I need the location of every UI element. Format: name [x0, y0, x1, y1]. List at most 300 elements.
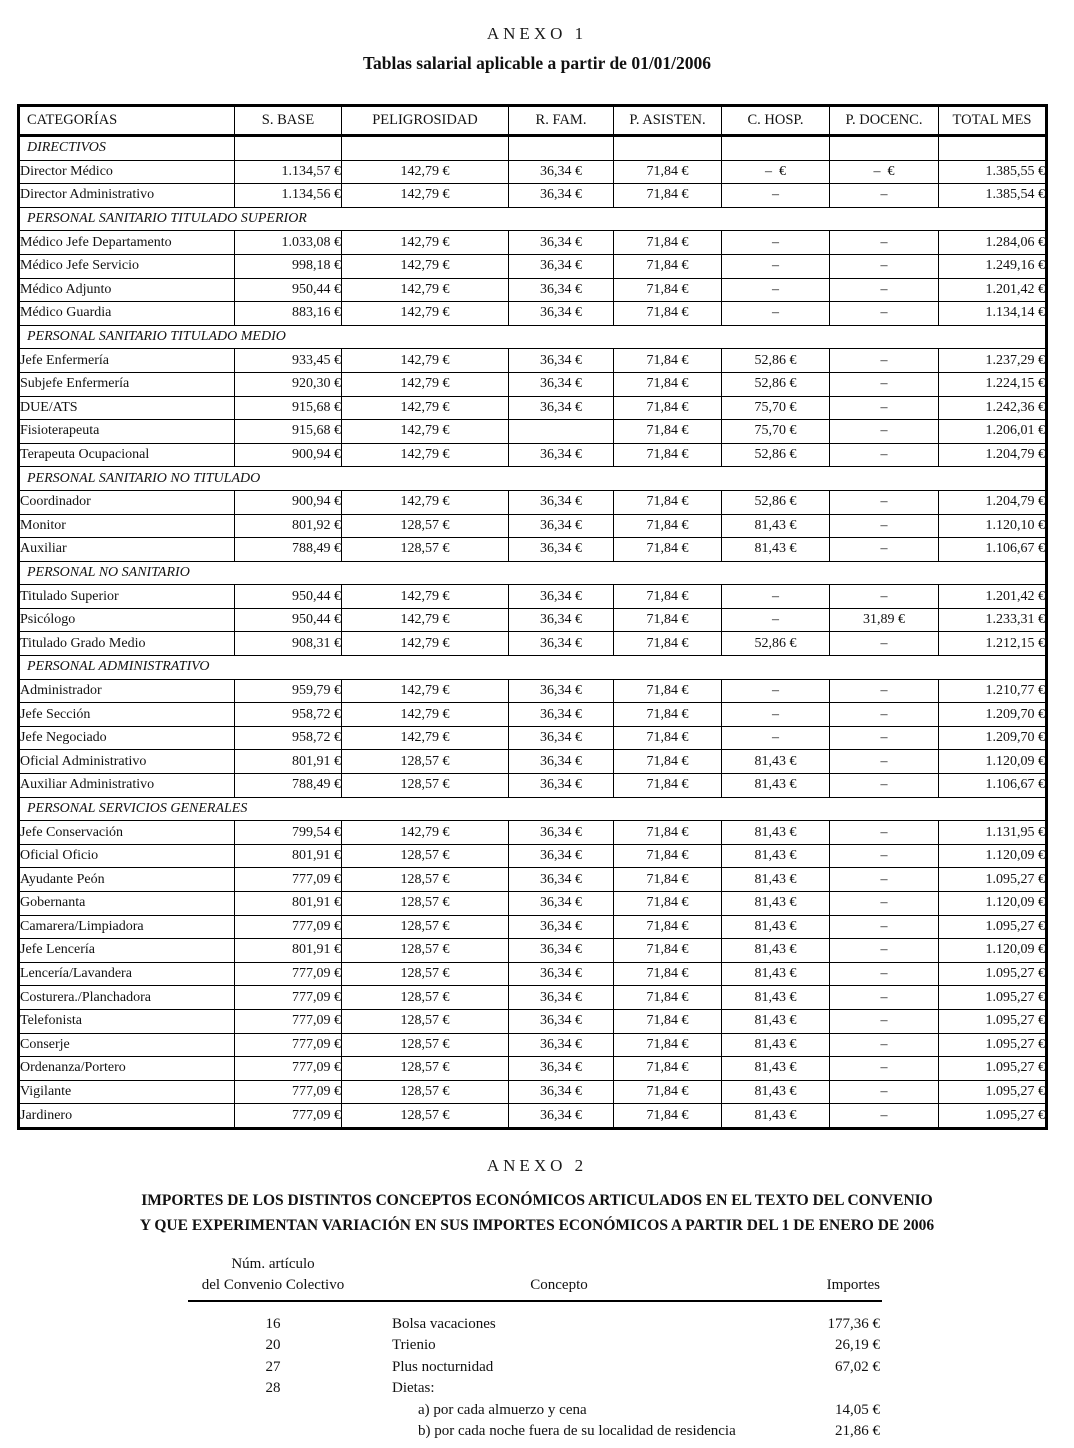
- col-header-total-mes: TOTAL MES: [939, 106, 1047, 136]
- section-header-row: [19, 656, 1047, 680]
- category-cell: Titulado Grado Medio: [19, 632, 235, 656]
- value-cell: – €: [722, 160, 830, 184]
- value-cell: 71,84 €: [614, 160, 722, 184]
- category-cell: Auxiliar Administrativo: [19, 774, 235, 798]
- value-cell: –: [830, 868, 939, 892]
- value-cell: 142,79 €: [342, 632, 509, 656]
- value-cell: –: [830, 231, 939, 255]
- value-cell: 142,79 €: [342, 278, 509, 302]
- value-cell: 36,34 €: [509, 538, 614, 562]
- section-header-row: [19, 136, 1047, 161]
- article-number: [188, 1421, 358, 1443]
- value-cell: 81,43 €: [722, 1080, 830, 1104]
- col-header-s-base: S. BASE: [235, 106, 342, 136]
- value-cell: –: [830, 703, 939, 727]
- salary-row: [19, 1057, 1047, 1081]
- value-cell: 71,84 €: [614, 632, 722, 656]
- value-cell: 36,34 €: [509, 632, 614, 656]
- value-cell: –: [830, 750, 939, 774]
- category-cell: Vigilante: [19, 1080, 235, 1104]
- section-header-row: [19, 467, 1047, 491]
- value-cell: 142,79 €: [342, 302, 509, 326]
- salary-row: [19, 821, 1047, 845]
- category-cell: Jefe Conservación: [19, 821, 235, 845]
- value-cell: 950,44 €: [235, 278, 342, 302]
- value-cell: 1.249,16 €: [939, 254, 1047, 278]
- value-cell: 1.131,95 €: [939, 821, 1047, 845]
- salary-row: [19, 443, 1047, 467]
- value-cell: 1.120,09 €: [939, 750, 1047, 774]
- empty-cell: [342, 136, 509, 161]
- value-cell: 71,84 €: [614, 821, 722, 845]
- concept-label: Plus nocturnidad: [392, 1358, 494, 1375]
- value-cell: 128,57 €: [342, 939, 509, 963]
- value-cell: 81,43 €: [722, 774, 830, 798]
- value-cell: 1.120,09 €: [939, 844, 1047, 868]
- value-cell: 36,34 €: [509, 892, 614, 916]
- value-cell: 128,57 €: [342, 1104, 509, 1129]
- value-cell: 36,34 €: [509, 750, 614, 774]
- value-cell: 1.385,55 €: [939, 160, 1047, 184]
- value-cell: 801,91 €: [235, 939, 342, 963]
- value-cell: –: [722, 184, 830, 208]
- value-cell: 1.120,09 €: [939, 892, 1047, 916]
- col-header-categorias: CATEGORÍAS: [19, 106, 235, 136]
- category-cell: Telefonista: [19, 1009, 235, 1033]
- value-cell: 81,43 €: [722, 1033, 830, 1057]
- value-cell: 36,34 €: [509, 821, 614, 845]
- value-cell: –: [830, 514, 939, 538]
- salary-row: [19, 160, 1047, 184]
- value-cell: 142,79 €: [342, 585, 509, 609]
- value-cell: 142,79 €: [342, 443, 509, 467]
- col-header-r-fam: R. FAM.: [509, 106, 614, 136]
- value-cell: 1.201,42 €: [939, 278, 1047, 302]
- concept-label: a) por cada almuerzo y cena: [418, 1401, 587, 1418]
- value-cell: 36,34 €: [509, 844, 614, 868]
- salary-row: [19, 1033, 1047, 1057]
- value-cell: –: [830, 844, 939, 868]
- value-cell: 81,43 €: [722, 892, 830, 916]
- value-cell: –: [830, 184, 939, 208]
- value-cell: 128,57 €: [342, 868, 509, 892]
- col-header-p-asisten: P. ASISTEN.: [614, 106, 722, 136]
- salary-row: [19, 1009, 1047, 1033]
- value-cell: –: [830, 1009, 939, 1033]
- value-cell: 128,57 €: [342, 1033, 509, 1057]
- value-cell: 128,57 €: [342, 1057, 509, 1081]
- value-cell: –: [830, 302, 939, 326]
- value-cell: 36,34 €: [509, 608, 614, 632]
- value-cell: 1.209,70 €: [939, 703, 1047, 727]
- category-cell: Jardinero: [19, 1104, 235, 1129]
- value-cell: 36,34 €: [509, 514, 614, 538]
- value-cell: 1.095,27 €: [939, 962, 1047, 986]
- value-cell: 950,44 €: [235, 585, 342, 609]
- value-cell: –: [722, 608, 830, 632]
- value-cell: 777,09 €: [235, 915, 342, 939]
- salary-row: [19, 372, 1047, 396]
- value-cell: 71,84 €: [614, 1080, 722, 1104]
- salary-row: [19, 420, 1047, 444]
- value-cell: –: [830, 490, 939, 514]
- value-cell: 1.120,10 €: [939, 514, 1047, 538]
- value-cell: 71,84 €: [614, 231, 722, 255]
- salary-row: [19, 538, 1047, 562]
- empty-cell: [830, 136, 939, 161]
- value-cell: 1.106,67 €: [939, 774, 1047, 798]
- value-cell: –: [830, 915, 939, 939]
- value-cell: –: [830, 349, 939, 373]
- value-cell: [509, 420, 614, 444]
- section-title: PERSONAL SANITARIO TITULADO SUPERIOR: [19, 207, 1047, 231]
- value-cell: 36,34 €: [509, 1009, 614, 1033]
- value-cell: –: [722, 726, 830, 750]
- value-cell: –: [830, 254, 939, 278]
- value-cell: 31,89 €: [830, 608, 939, 632]
- value-cell: 908,31 €: [235, 632, 342, 656]
- category-cell: Jefe Sección: [19, 703, 235, 727]
- value-cell: 75,70 €: [722, 420, 830, 444]
- value-cell: 1.134,56 €: [235, 184, 342, 208]
- value-cell: 777,09 €: [235, 868, 342, 892]
- category-cell: Médico Jefe Servicio: [19, 254, 235, 278]
- salary-row: [19, 608, 1047, 632]
- value-cell: 81,43 €: [722, 1009, 830, 1033]
- value-cell: 36,34 €: [509, 278, 614, 302]
- value-cell: –: [830, 1080, 939, 1104]
- value-cell: 36,34 €: [509, 160, 614, 184]
- value-cell: –: [830, 1033, 939, 1057]
- empty-cell: [722, 136, 830, 161]
- category-cell: Jefe Lencería: [19, 939, 235, 963]
- section-title: PERSONAL ADMINISTRATIVO: [19, 656, 1047, 680]
- salary-row: [19, 703, 1047, 727]
- value-cell: –: [722, 585, 830, 609]
- value-cell: 777,09 €: [235, 1009, 342, 1033]
- value-cell: –: [722, 231, 830, 255]
- value-cell: 1.095,27 €: [939, 986, 1047, 1010]
- value-cell: –: [830, 443, 939, 467]
- value-cell: –: [722, 703, 830, 727]
- value-cell: 52,86 €: [722, 490, 830, 514]
- value-cell: 128,57 €: [342, 844, 509, 868]
- article-number: 28: [265, 1380, 281, 1397]
- col-header-peligrosidad: PELIGROSIDAD: [342, 106, 509, 136]
- salary-table: [17, 104, 1048, 1130]
- value-cell: 36,34 €: [509, 302, 614, 326]
- value-cell: 1.134,57 €: [235, 160, 342, 184]
- value-cell: 142,79 €: [342, 608, 509, 632]
- value-cell: 1.204,79 €: [939, 443, 1047, 467]
- concept-label: b) por cada noche fuera de su localidad de residencia: [418, 1423, 736, 1440]
- value-cell: 777,09 €: [235, 986, 342, 1010]
- value-cell: 52,86 €: [722, 372, 830, 396]
- value-cell: 1.106,67 €: [939, 538, 1047, 562]
- category-cell: Fisioterapeuta: [19, 420, 235, 444]
- value-cell: 128,57 €: [342, 774, 509, 798]
- value-cell: 81,43 €: [722, 915, 830, 939]
- value-cell: 71,84 €: [614, 844, 722, 868]
- concept-row: [188, 1335, 882, 1357]
- value-cell: 1.209,70 €: [939, 726, 1047, 750]
- value-cell: 142,79 €: [342, 160, 509, 184]
- category-cell: Jefe Enfermería: [19, 349, 235, 373]
- salary-row: [19, 844, 1047, 868]
- section-header-row: [19, 797, 1047, 821]
- concept-label: Trienio: [392, 1337, 436, 1354]
- value-cell: 71,84 €: [614, 490, 722, 514]
- value-cell: 959,79 €: [235, 679, 342, 703]
- col-header-p-docenc: P. DOCENC.: [830, 106, 939, 136]
- section-title: PERSONAL NO SANITARIO: [19, 561, 1047, 585]
- value-cell: –: [722, 302, 830, 326]
- value-cell: –: [830, 1057, 939, 1081]
- value-cell: 128,57 €: [342, 986, 509, 1010]
- salary-row: [19, 868, 1047, 892]
- value-cell: 142,79 €: [342, 420, 509, 444]
- value-cell: 36,34 €: [509, 372, 614, 396]
- value-cell: 81,43 €: [722, 986, 830, 1010]
- value-cell: 1.033,08 €: [235, 231, 342, 255]
- value-cell: 1.233,31 €: [939, 608, 1047, 632]
- concept-row: [188, 1421, 882, 1443]
- category-cell: Médico Guardia: [19, 302, 235, 326]
- value-cell: 81,43 €: [722, 962, 830, 986]
- value-cell: 128,57 €: [342, 892, 509, 916]
- value-cell: –: [830, 420, 939, 444]
- value-cell: 1.095,27 €: [939, 1104, 1047, 1129]
- value-cell: 36,34 €: [509, 915, 614, 939]
- salary-row: [19, 490, 1047, 514]
- value-cell: 142,79 €: [342, 703, 509, 727]
- salary-row: [19, 396, 1047, 420]
- anexo2-title-line2: Y QUE EXPERIMENTAN VARIACIÓN EN SUS IMPORTES ECONÓMICOS A PARTIR DEL 1 DE ENERO DE 2006: [139, 1216, 935, 1234]
- empty-cell: [614, 136, 722, 161]
- value-cell: 788,49 €: [235, 538, 342, 562]
- concept-label: Dietas:: [392, 1380, 435, 1397]
- value-cell: 52,86 €: [722, 443, 830, 467]
- value-cell: 128,57 €: [342, 1009, 509, 1033]
- value-cell: 71,84 €: [614, 1033, 722, 1057]
- value-cell: 71,84 €: [614, 184, 722, 208]
- section-title: PERSONAL SANITARIO TITULADO MEDIO: [19, 325, 1047, 349]
- salary-row: [19, 514, 1047, 538]
- value-cell: 81,43 €: [722, 868, 830, 892]
- value-cell: 142,79 €: [342, 679, 509, 703]
- value-cell: 81,43 €: [722, 1057, 830, 1081]
- value-cell: 81,43 €: [722, 1104, 830, 1129]
- value-cell: 71,84 €: [614, 774, 722, 798]
- value-cell: 81,43 €: [722, 750, 830, 774]
- value-cell: –: [722, 679, 830, 703]
- value-cell: 36,34 €: [509, 231, 614, 255]
- salary-row: [19, 892, 1047, 916]
- value-cell: 36,34 €: [509, 939, 614, 963]
- importe-value: 177,36 €: [827, 1315, 880, 1332]
- value-cell: 801,91 €: [235, 892, 342, 916]
- anexo1-subtitle: Tablas salarial aplicable a partir de 01/01/2006: [362, 53, 712, 73]
- value-cell: 71,84 €: [614, 892, 722, 916]
- value-cell: 36,34 €: [509, 1080, 614, 1104]
- category-cell: Monitor: [19, 514, 235, 538]
- value-cell: 71,84 €: [614, 585, 722, 609]
- value-cell: –: [830, 962, 939, 986]
- salary-row: [19, 349, 1047, 373]
- value-cell: 1.095,27 €: [939, 868, 1047, 892]
- salary-row: [19, 1080, 1047, 1104]
- value-cell: – €: [830, 160, 939, 184]
- value-cell: 36,34 €: [509, 254, 614, 278]
- value-cell: 36,34 €: [509, 1057, 614, 1081]
- value-cell: 1.095,27 €: [939, 1080, 1047, 1104]
- col-header-c-hosp: C. HOSP.: [722, 106, 830, 136]
- category-cell: Conserje: [19, 1033, 235, 1057]
- value-cell: 1.095,27 €: [939, 915, 1047, 939]
- value-cell: 81,43 €: [722, 939, 830, 963]
- salary-row: [19, 962, 1047, 986]
- category-cell: Oficial Oficio: [19, 844, 235, 868]
- salary-row: [19, 278, 1047, 302]
- value-cell: 128,57 €: [342, 1080, 509, 1104]
- value-cell: 799,54 €: [235, 821, 342, 845]
- empty-cell: [509, 136, 614, 161]
- value-cell: 142,79 €: [342, 231, 509, 255]
- value-cell: 81,43 €: [722, 514, 830, 538]
- value-cell: 801,91 €: [235, 750, 342, 774]
- value-cell: 1.120,09 €: [939, 939, 1047, 963]
- value-cell: 1.204,79 €: [939, 490, 1047, 514]
- value-cell: 71,84 €: [614, 443, 722, 467]
- salary-row: [19, 1104, 1047, 1129]
- category-cell: Costurera./Planchadora: [19, 986, 235, 1010]
- value-cell: 1.210,77 €: [939, 679, 1047, 703]
- salary-row: [19, 726, 1047, 750]
- article-number: 16: [265, 1315, 281, 1332]
- value-cell: –: [830, 986, 939, 1010]
- value-cell: –: [722, 254, 830, 278]
- value-cell: –: [830, 1104, 939, 1129]
- category-cell: Gobernanta: [19, 892, 235, 916]
- section-header-row: [19, 561, 1047, 585]
- value-cell: 71,84 €: [614, 254, 722, 278]
- anexo1-heading: ANEXO 1: [486, 24, 588, 43]
- category-cell: Ordenanza/Portero: [19, 1057, 235, 1081]
- value-cell: 998,18 €: [235, 254, 342, 278]
- value-cell: 142,79 €: [342, 184, 509, 208]
- value-cell: 71,84 €: [614, 608, 722, 632]
- section-title: PERSONAL SERVICIOS GENERALES: [19, 797, 1047, 821]
- value-cell: 1.284,06 €: [939, 231, 1047, 255]
- salary-row: [19, 184, 1047, 208]
- article-number: [188, 1400, 358, 1422]
- value-cell: 1.201,42 €: [939, 585, 1047, 609]
- value-cell: 1.212,15 €: [939, 632, 1047, 656]
- value-cell: 71,84 €: [614, 514, 722, 538]
- value-cell: 36,34 €: [509, 986, 614, 1010]
- value-cell: 71,84 €: [614, 915, 722, 939]
- value-cell: –: [722, 278, 830, 302]
- value-cell: 801,92 €: [235, 514, 342, 538]
- value-cell: 71,84 €: [614, 1104, 722, 1129]
- value-cell: 36,34 €: [509, 490, 614, 514]
- value-cell: 71,84 €: [614, 868, 722, 892]
- value-cell: 920,30 €: [235, 372, 342, 396]
- importe-value: [760, 1378, 882, 1400]
- value-cell: –: [830, 939, 939, 963]
- value-cell: 81,43 €: [722, 821, 830, 845]
- value-cell: 801,91 €: [235, 844, 342, 868]
- value-cell: 777,09 €: [235, 962, 342, 986]
- value-cell: 81,43 €: [722, 538, 830, 562]
- value-cell: 71,84 €: [614, 302, 722, 326]
- value-cell: 71,84 €: [614, 349, 722, 373]
- category-cell: Coordinador: [19, 490, 235, 514]
- value-cell: 71,84 €: [614, 726, 722, 750]
- category-cell: Lencería/Lavandera: [19, 962, 235, 986]
- concepts-table: [188, 1254, 882, 1443]
- value-cell: 36,34 €: [509, 1104, 614, 1129]
- category-cell: Subjefe Enfermería: [19, 372, 235, 396]
- value-cell: 36,34 €: [509, 1033, 614, 1057]
- value-cell: 71,84 €: [614, 396, 722, 420]
- category-cell: Auxiliar: [19, 538, 235, 562]
- value-cell: 36,34 €: [509, 679, 614, 703]
- anexo2-title-line1: IMPORTES DE LOS DISTINTOS CONCEPTOS ECONÓMICOS ARTICULADOS EN EL TEXTO DEL CONVENIO: [141, 1191, 933, 1209]
- value-cell: 1.224,15 €: [939, 372, 1047, 396]
- article-number: 20: [265, 1337, 281, 1354]
- value-cell: –: [830, 585, 939, 609]
- value-cell: –: [830, 679, 939, 703]
- value-cell: –: [830, 278, 939, 302]
- value-cell: 81,43 €: [722, 844, 830, 868]
- value-cell: 142,79 €: [342, 726, 509, 750]
- value-cell: 900,94 €: [235, 443, 342, 467]
- category-cell: Psicólogo: [19, 608, 235, 632]
- concept-row: [188, 1400, 882, 1422]
- value-cell: 128,57 €: [342, 538, 509, 562]
- value-cell: 950,44 €: [235, 608, 342, 632]
- value-cell: 128,57 €: [342, 915, 509, 939]
- salary-row: [19, 774, 1047, 798]
- salary-row: [19, 986, 1047, 1010]
- salary-row: [19, 231, 1047, 255]
- value-cell: 1.095,27 €: [939, 1033, 1047, 1057]
- value-cell: 75,70 €: [722, 396, 830, 420]
- category-cell: Titulado Superior: [19, 585, 235, 609]
- value-cell: 71,84 €: [614, 750, 722, 774]
- value-cell: 36,34 €: [509, 396, 614, 420]
- value-cell: 36,34 €: [509, 726, 614, 750]
- category-cell: Director Administrativo: [19, 184, 235, 208]
- value-cell: 1.095,27 €: [939, 1009, 1047, 1033]
- salary-row: [19, 254, 1047, 278]
- table-header-row: [19, 106, 1047, 136]
- value-cell: 142,79 €: [342, 490, 509, 514]
- value-cell: 71,84 €: [614, 538, 722, 562]
- value-cell: 777,09 €: [235, 1104, 342, 1129]
- importe-value: 21,86 €: [835, 1423, 880, 1440]
- concept-row: [188, 1314, 882, 1336]
- value-cell: 142,79 €: [342, 254, 509, 278]
- category-cell: Ayudante Peón: [19, 868, 235, 892]
- value-cell: 1.206,01 €: [939, 420, 1047, 444]
- salary-row: [19, 915, 1047, 939]
- value-cell: 128,57 €: [342, 962, 509, 986]
- category-cell: Terapeuta Ocupacional: [19, 443, 235, 467]
- value-cell: 933,45 €: [235, 349, 342, 373]
- value-cell: 36,34 €: [509, 443, 614, 467]
